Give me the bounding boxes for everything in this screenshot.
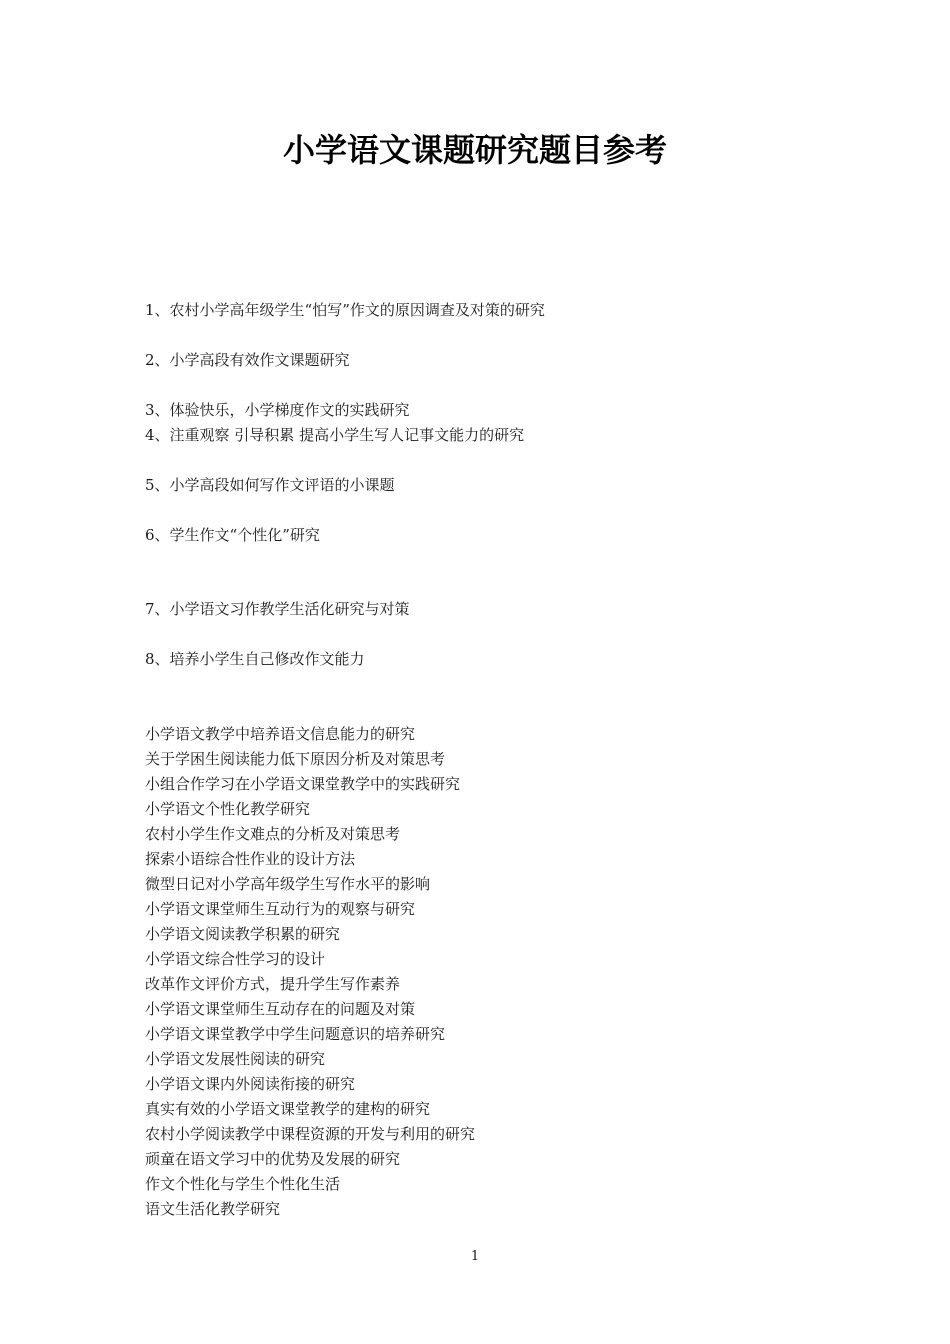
topic-item: 作文个性化与学生个性化生活 (145, 1175, 341, 1193)
numbered-topic-4: 4、注重观察 引导积累 提高小学生写人记事文能力的研究 (145, 426, 525, 444)
topic-item: 关于学困生阅读能力低下原因分析及对策思考 (145, 750, 446, 768)
topic-item: 探索小语综合性作业的设计方法 (145, 850, 356, 868)
topic-item: 语文生活化教学研究 (145, 1200, 281, 1218)
topic-item: 顽童在语文学习中的优势及发展的研究 (145, 1150, 401, 1168)
numbered-topic-7: 7、小学语文习作教学生活化研究与对策 (145, 600, 410, 618)
numbered-topic-8: 8、培养小学生自己修改作文能力 (145, 650, 365, 668)
topic-item: 小学语文发展性阅读的研究 (145, 1050, 326, 1068)
page-number: 1 (470, 1249, 480, 1264)
topic-item: 小学语文课内外阅读衔接的研究 (145, 1075, 356, 1093)
page-title: 小学语文课题研究题目参考 (282, 131, 667, 169)
topic-item: 真实有效的小学语文课堂教学的建构的研究 (145, 1100, 431, 1118)
topic-item: 小学语文课堂师生互动存在的问题及对策 (145, 1000, 416, 1018)
topic-item: 农村小学阅读教学中课程资源的开发与利用的研究 (145, 1125, 476, 1143)
topic-item: 小学语文教学中培养语文信息能力的研究 (145, 725, 416, 743)
numbered-topic-5: 5、小学高段如何写作文评语的小课题 (145, 476, 395, 494)
topic-item: 小学语文阅读教学积累的研究 (145, 925, 341, 943)
numbered-topic-6: 6、学生作文“个性化”研究 (145, 526, 320, 544)
numbered-topic-3: 3、体验快乐，小学梯度作文的实践研究 (145, 401, 410, 419)
topic-item: 小学语文个性化教学研究 (145, 800, 311, 818)
topic-item: 小学语文综合性学习的设计 (145, 950, 326, 968)
numbered-topic-1: 1、农村小学高年级学生“怕写”作文的原因调查及对策的研究 (145, 301, 545, 319)
topic-item: 改革作文评价方式，提升学生写作素养 (145, 975, 401, 993)
topic-item: 小组合作学习在小学语文课堂教学中的实践研究 (145, 775, 461, 793)
numbered-topic-2: 2、小学高段有效作文课题研究 (145, 351, 350, 369)
topic-item: 小学语文课堂教学中学生问题意识的培养研究 (145, 1025, 446, 1043)
topic-item: 微型日记对小学高年级学生写作水平的影响 (145, 875, 431, 893)
topic-item: 农村小学生作文难点的分析及对策思考 (145, 825, 401, 843)
topic-item: 小学语文课堂师生互动行为的观察与研究 (145, 900, 416, 918)
